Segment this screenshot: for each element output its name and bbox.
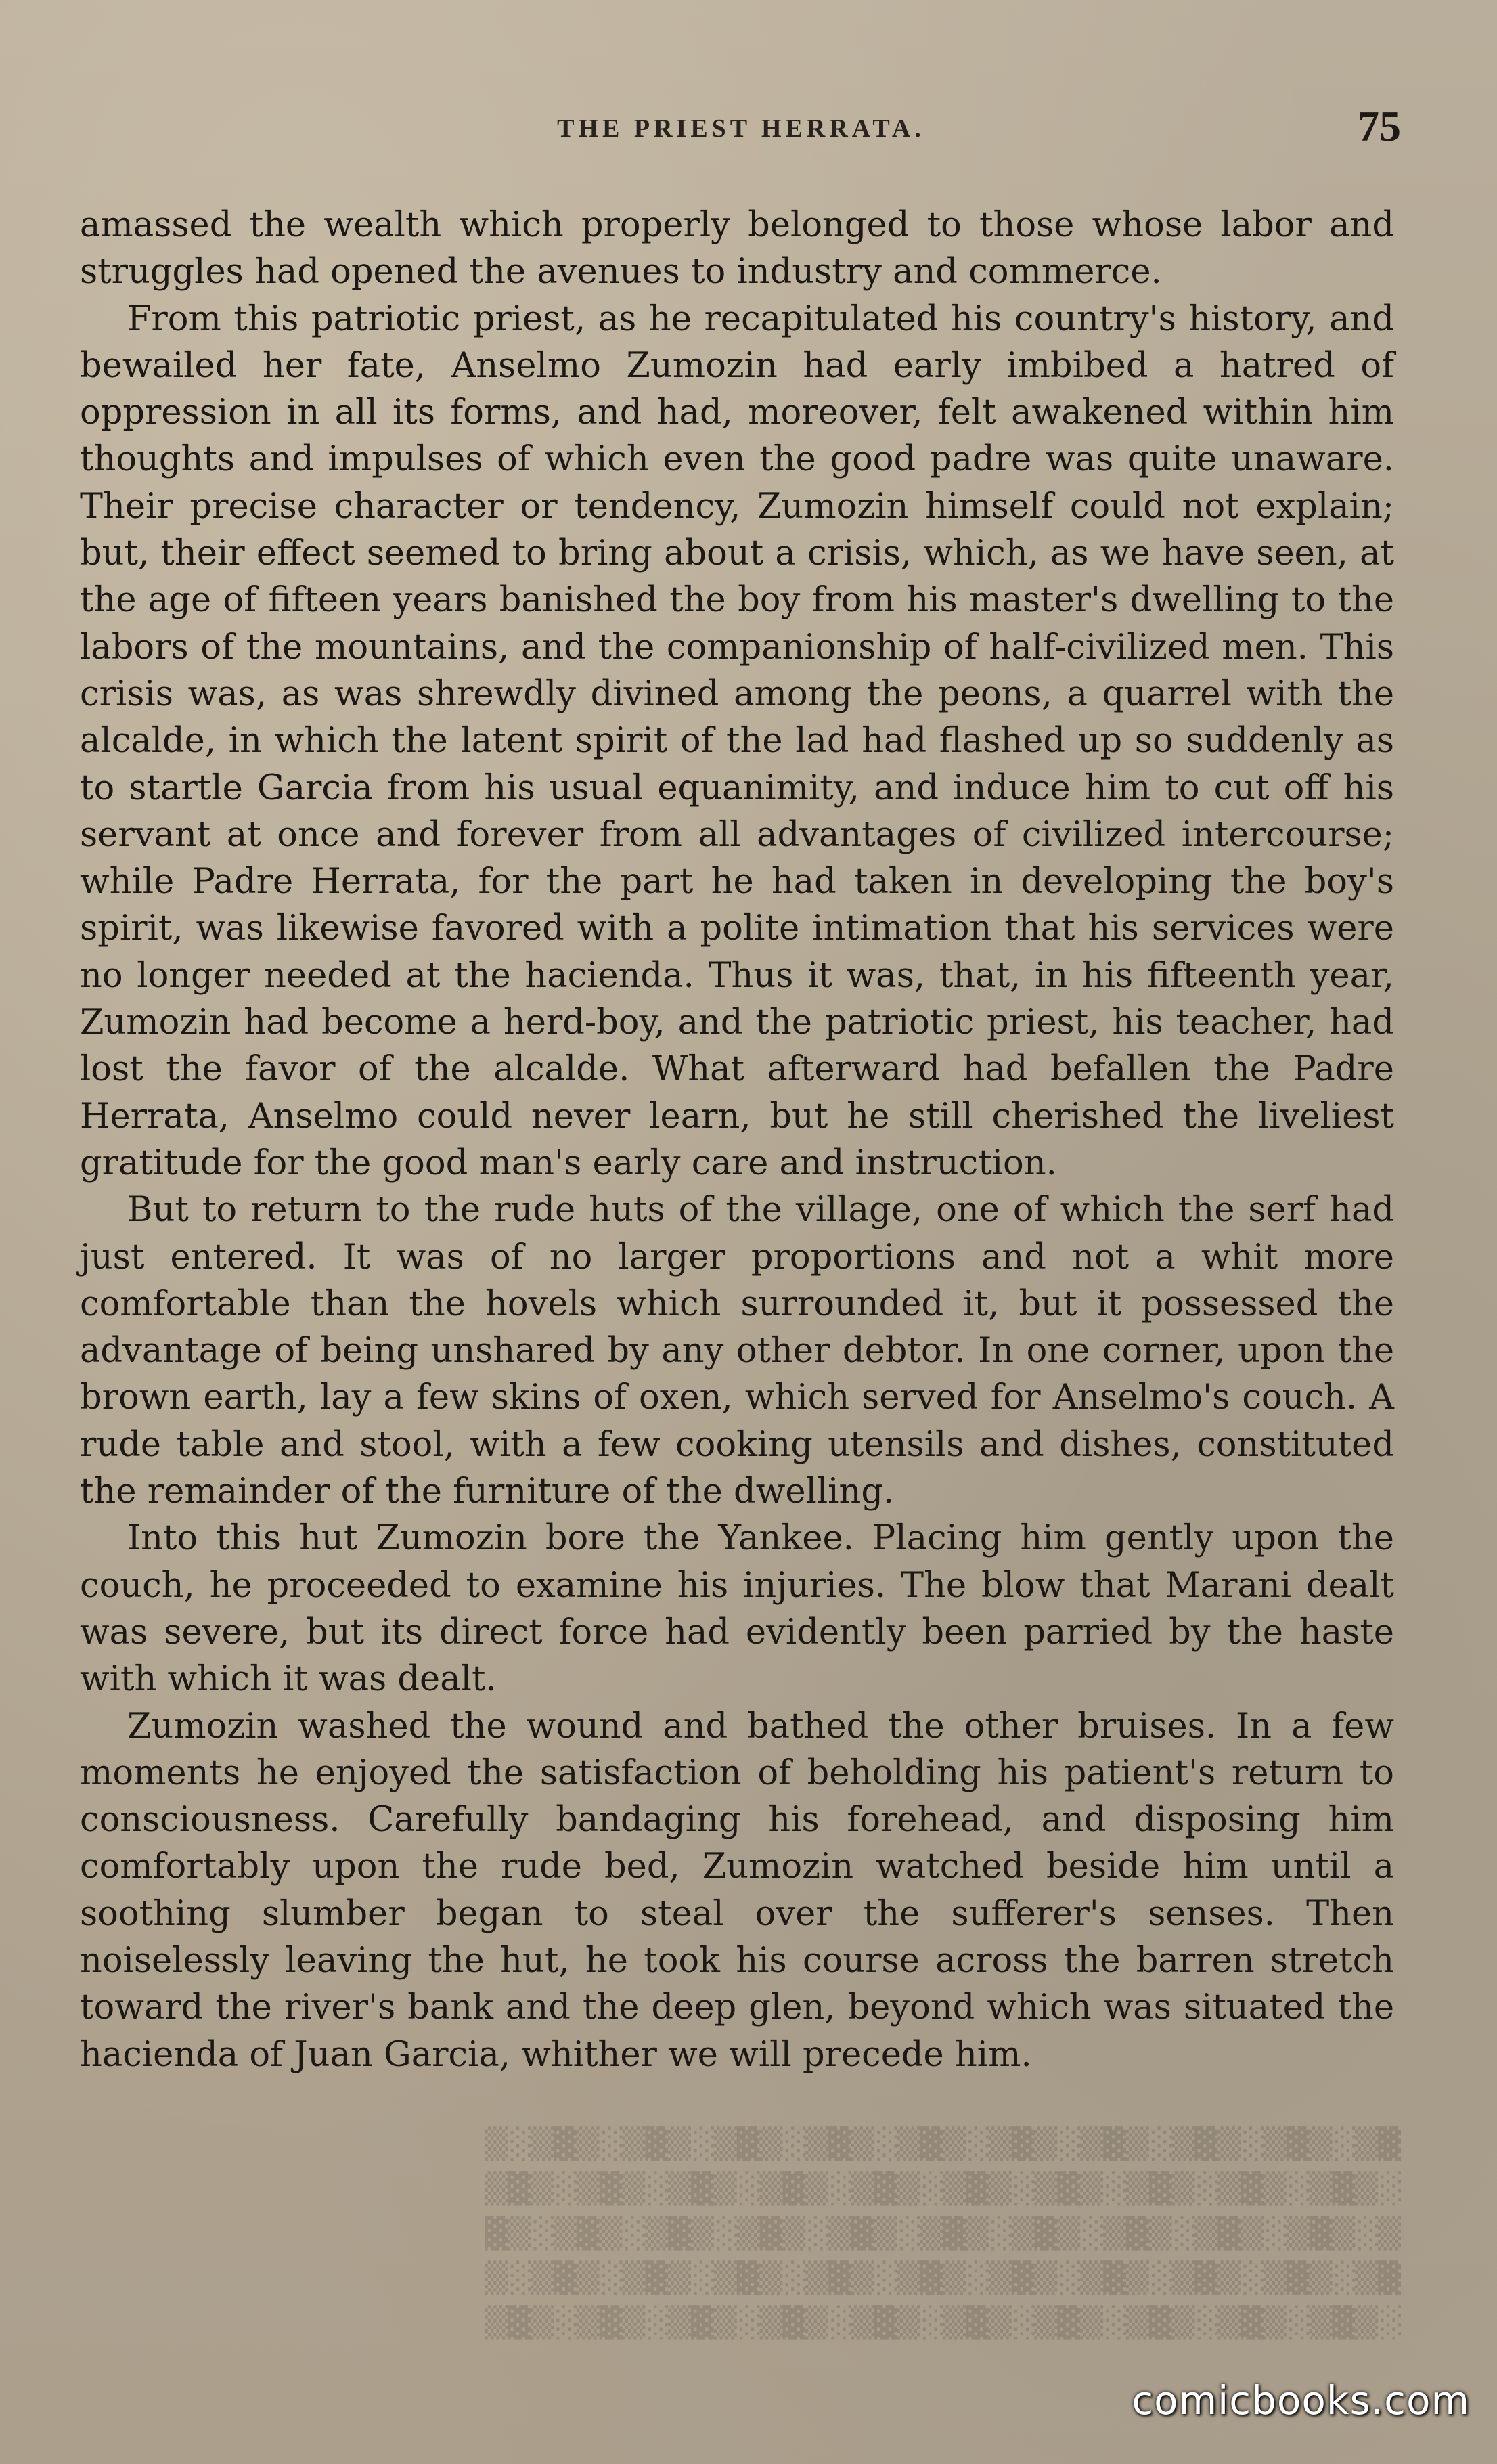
paragraph: Zumozin washed the wound and bathed the other bruises. In a few moments he enjoyed the satisfaction of beholding his patient's return to consciousness. Carefully bandaging his forehead, and disposing him comfortably upon the rude bed, Zumozin watched beside him until a soothing slumber began to steal over the sufferer's senses. Then noiselessly leaving the hut, he took his course across the barren stretch toward the river's bank and the deep glen, beyond which was situated the hacienda of Juan Garcia, whither we will precede him.: [80, 1706, 1394, 2075]
paragraph: amassed the wealth which properly belonged to those whose labor and struggles had opened the avenues to industry and commerce.: [80, 205, 1394, 292]
watermark: comicbooks.com: [1132, 2377, 1470, 2423]
paragraph: But to return to the rude huts of the village, one of which the serf had just entered. It was of no larger proportions and not a whit more comfortable than the hovels which surrounded it, but it possessed the advantage of being unshared by any other debtor. In one corner, upon the brown earth, lay a few skins of oxen, which served for Anselmo's couch. A rude table and stool, with a few cooking utensils and dishes, constituted the remainder of the furniture of the dwelling.: [80, 1190, 1394, 1512]
show-through-texture: ▓▒░▒▓▒░▒▓▒░▒▓▒░▒▓▒░▒▓▒░▒▓▒░▒▓▒░▒▓▒░▒▓▒░▒ ░▒▓▒░▒▓▒░▒▓▒░▒▓▒░▒▓▒░▒▓▒░▒▓▒░▒▓▒░▒▓▒░▒▓▒ ▒░▒▓▒░▒▓▒░▒▓▒░▒▓▒░▒▓▒░▒▓▒░▒▓▒░▒▓▒░▒▓▒░▒▓ ▓▒░▒▓▒░▒▓▒░▒▓▒░▒▓▒░▒▓▒░▒▓▒░▒▓▒░▒▓▒░▒▓▒░▒ ░▒▓▒░▒▓▒░▒▓▒░▒▓▒░▒▓▒░▒▓▒░▒▓▒░▒▓▒░▒▓▒░▒▓▒: [485, 2127, 1401, 2340]
page-number: 75: [1358, 102, 1401, 150]
paragraph: Into this hut Zumozin bore the Yankee. Placing him gently upon the couch, he proceeded to examine his injuries. The blow that Marani dealt was severe, but its direct force had evidently been parried by the haste with which it was dealt.: [80, 1518, 1394, 1700]
running-head: [81, 102, 1401, 161]
body-text: [80, 202, 1394, 2078]
running-title: THE PRIEST HERRATA.: [557, 114, 925, 143]
paragraph: From this patriotic priest, as he recapitulated his country's history, and bewailed her fate, Anselmo Zumozin had early imbibed a hatred of oppression in all its forms, and had, moreover, felt awakened within him thoughts and impulses of which even the good padre was quite unaware. Their precise character or tendency, Zumozin himself could not explain; but, their effect seemed to bring about a crisis, which, as we have seen, at the age of fifteen years banished the boy from his master's dwelling to the labors of the mountains, and the companionship of half-civilized men. This crisis was, as was shrewdly divined among the peons, a quarrel with the alcalde, in which the latent spirit of the lad had flashed up so suddenly as to startle Garcia from his usual equanimity, and induce him to cut off his servant at once and forever from all advantages of civilized intercourse; while Padre Herrata, for the part he had taken in developing the boy's spirit, was likewise favored with a polite intimation that his services were no longer needed at the hacienda. Thus it was, that, in his fifteenth year, Zumozin had become a herd-boy, and the patriotic priest, his teacher, had lost the favor of the alcalde. What afterward had befallen the Padre Herrata, Anselmo could never learn, but he still cherished the liveliest gratitude for the good man's early care and instruction.: [80, 299, 1394, 1183]
